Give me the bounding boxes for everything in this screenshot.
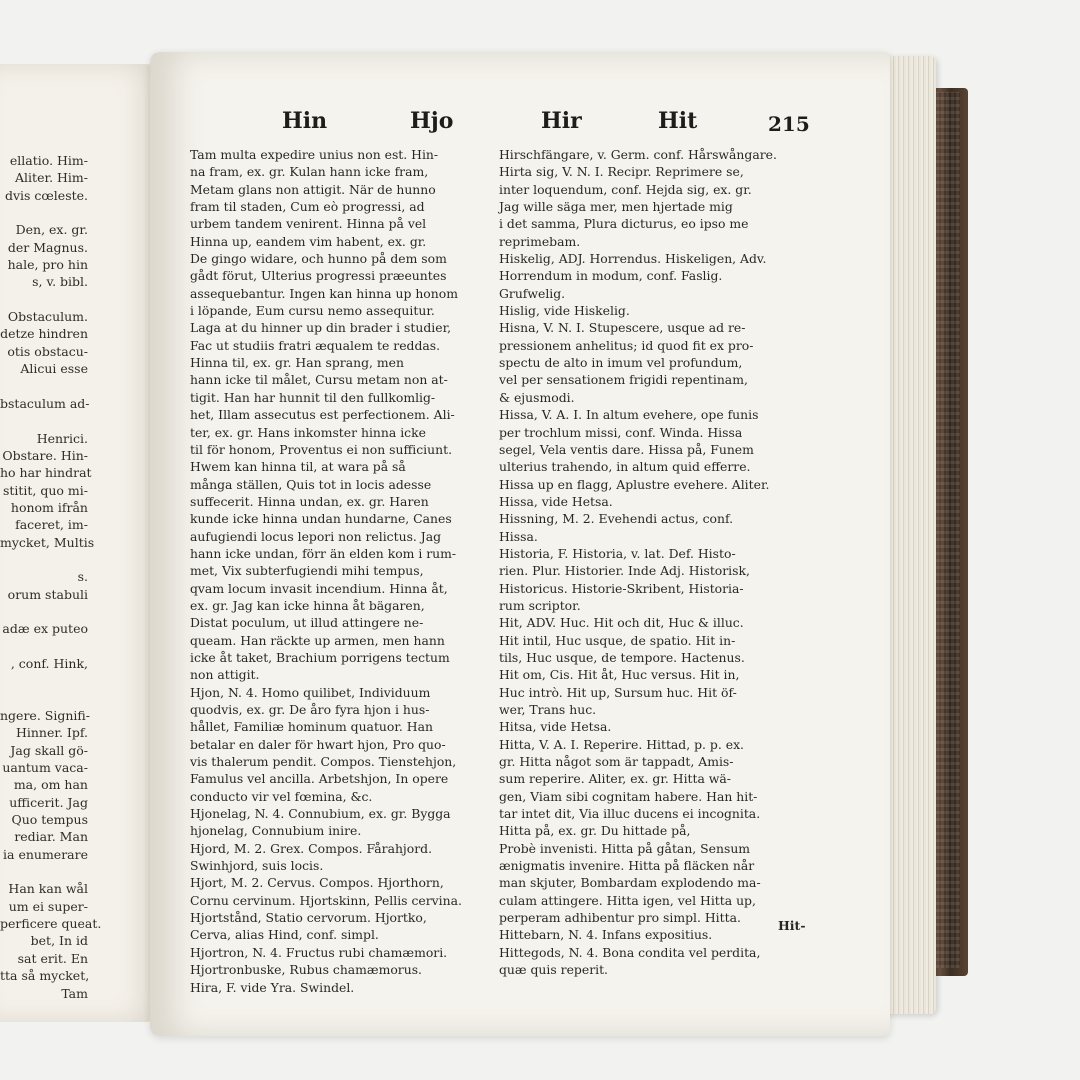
entry-line: gen, Viam sibi cognitam habere. Han hit-	[499, 788, 758, 804]
left-page-line	[0, 551, 88, 568]
running-head-1: Hin	[282, 108, 328, 134]
left-page-line: adæ ex puteo	[2, 621, 88, 637]
entry-line: culam attingere. Hitta igen, vel Hitta up,	[499, 892, 756, 908]
entry-line: Hitta, V. A. I. Reperire. Hittad, p. p. ex.	[499, 736, 744, 752]
left-page-line: Henrici.	[36, 430, 88, 446]
entry-line: Hjon, N. 4. Homo quilibet, Individuum	[190, 684, 431, 700]
entry-line: i det samma, Plura dicturus, eo ipso me	[499, 216, 749, 232]
entry-line: ter, ex. gr. Hans inkomster hinna icke	[190, 424, 426, 440]
entry-line: met, Vix subterfugiendi mihi tempus,	[190, 563, 424, 579]
entry-line: Hinna up, eandem vim habent, ex. gr.	[190, 233, 427, 249]
running-head-4: Hit	[658, 108, 698, 134]
left-page-line: stitit, quo mi-	[2, 482, 88, 498]
entry-line: Hinna til, ex. gr. Han sprang, men	[190, 355, 404, 371]
left-page-line: ufficerit. Jag	[9, 794, 88, 810]
entry-line: hann icke undan, förr än elden kom i rum-	[190, 545, 457, 561]
left-page	[0, 64, 160, 1022]
left-page-line	[0, 603, 88, 620]
entry-line: Hjortron, N. 4. Fructus rubi chamæmori.	[190, 944, 448, 960]
left-page-line: Alicui esse	[20, 361, 88, 377]
entry-line: tils, Huc usque, de tempore. Hactenus.	[499, 649, 745, 665]
left-page-text	[0, 152, 102, 1002]
left-page-line: Jag skall gö-	[10, 742, 88, 758]
entry-line: hjonelag, Connubium inire.	[190, 823, 362, 839]
entry-line: Cerva, alias Hind, conf. simpl.	[190, 927, 379, 943]
entry-line: Hjonelag, N. 4. Connubium, ex. gr. Bygga	[190, 806, 451, 822]
entry-line: Hit, ADV. Huc. Hit och dit, Huc & illuc.	[499, 615, 744, 631]
entry-line: kunde icke hinna undan hundarne, Canes	[190, 511, 452, 527]
left-page-line: ma, om han	[13, 777, 88, 793]
entry-line: Hissning, M. 2. Evehendi actus, conf.	[499, 511, 734, 527]
entry-line: Hirta sig, V. N. I. Recipr. Reprimere se,	[499, 164, 744, 180]
entry-line: tigit. Han har hunnit til den fullkomlig-	[190, 389, 436, 405]
entry-line: inter loquendum, conf. Hejda sig, ex. gr.	[499, 181, 752, 197]
entry-line: tar intet dit, Via illuc ducens ei incognita.	[499, 806, 761, 822]
left-page-line: honom ifrån	[10, 499, 88, 515]
entry-line: suffecerit. Hinna undan, ex. gr. Haren	[190, 493, 429, 509]
left-page-line: uantum vaca-	[2, 760, 88, 776]
entry-line: Hitta på, ex. gr. Du hittade på,	[499, 823, 691, 839]
entry-line: qvam locum invasit incendium. Hinna åt,	[190, 580, 448, 596]
entry-line: spectu de alto in imum vel profundum,	[499, 355, 743, 371]
left-page-line: s, v. bibl.	[32, 274, 88, 290]
left-page-line: hale, pro hin	[7, 257, 88, 273]
left-page-line: Den, ex. gr.	[15, 222, 88, 238]
entry-line: Historia, F. Historia, v. lat. Def. Histo-	[499, 545, 736, 561]
entry-line: rien. Plur. Historier. Inde Adj. Historisk,	[499, 563, 750, 579]
entry-line: Hitsa, vide Hetsa.	[499, 719, 612, 735]
entry-line: fram til staden, Cum eò progressi, ad	[190, 199, 425, 215]
entry-line: perperam adhibentur pro simpl. Hitta.	[499, 910, 741, 926]
left-page-line: bet, In id	[30, 933, 88, 949]
entry-line: Hissa, vide Hetsa.	[499, 493, 613, 509]
entry-line: vis thalerum pendit. Compos. Tienstehjon,	[190, 754, 457, 770]
entry-line: Hittegods, N. 4. Bona condita vel perdita,	[499, 944, 761, 960]
entry-line: Hissa.	[499, 528, 538, 544]
entry-line: Hjortronbuske, Rubus chamæmorus.	[190, 962, 422, 978]
left-page-line: sat erit. En	[17, 950, 88, 966]
entry-line: ulterius trahendo, in altum quid efferre.	[499, 459, 751, 475]
left-page-line: dvis cœleste.	[4, 187, 88, 203]
left-page-line: Obstaculum.	[7, 309, 88, 325]
entry-line: hann icke til målet, Cursu metam non at-	[190, 372, 448, 388]
left-page-line: mycket, Multis	[0, 534, 95, 550]
left-page-line: bstaculum ad-	[0, 395, 90, 411]
left-page-line	[0, 291, 88, 308]
left-page-line: ia enumerare	[3, 846, 88, 862]
entry-line: Tam multa expedire unius non est. Hin-	[190, 147, 439, 162]
entry-line: Hjort, M. 2. Cervus. Compos. Hjorthorn,	[190, 875, 444, 891]
entry-line: rum scriptor.	[499, 597, 581, 613]
entry-line: hållet, Familiæ hominum quatuor. Han	[190, 719, 433, 735]
left-page-line: Obstare. Hin-	[2, 447, 88, 463]
entry-line: Hiskelig, ADJ. Horrendus. Hiskeligen, Adv.	[499, 251, 767, 267]
entry-line: man skjuter, Bombardam explodendo ma-	[499, 875, 761, 891]
entry-line: conducto vir vel fœmina, &c.	[190, 788, 373, 804]
entry-line: sum reperire. Aliter, ex. gr. Hitta wä-	[499, 771, 731, 787]
left-page-line: Quo tempus	[11, 812, 88, 828]
left-page-line: um ei super-	[8, 898, 88, 914]
entry-line: Hislig, vide Hiskelig.	[499, 303, 630, 319]
left-page-line: perficere queat.	[0, 916, 102, 932]
entry-line: Hirschfängare, v. Germ. conf. Hårswångare.	[499, 147, 777, 162]
entry-line: aufugiendi locus lepori non relictus. Jag	[190, 528, 442, 544]
entry-line: wer, Trans huc.	[499, 702, 597, 717]
entry-line: Hittebarn, N. 4. Infans expositius.	[499, 927, 713, 943]
spine-marbling	[934, 92, 960, 968]
entry-line: icke åt taket, Brachium porrigens tectum	[190, 649, 450, 665]
left-page-line	[0, 863, 88, 880]
entry-line: urbem tandem venirent. Hinna på vel	[190, 216, 427, 232]
entry-line: Hisna, V. N. I. Stupescere, usque ad re-	[499, 320, 746, 336]
left-page-line: Tam	[61, 985, 88, 1001]
entry-line: quæ quis reperit.	[499, 962, 608, 978]
entry-line: Hissa, V. A. I. In altum evehere, ope funis	[499, 407, 759, 423]
entry-line: Metam glans non attigit. När de hunno	[190, 181, 436, 197]
left-page-line	[0, 638, 88, 655]
left-page-line: ellatio. Him-	[9, 153, 88, 168]
left-page-line: ngere. Signifi-	[0, 708, 90, 723]
left-page-line	[0, 690, 88, 707]
entry-line: non attigit.	[190, 667, 260, 683]
entry-line: Huc intrò. Hit up, Sursum huc. Hit öf-	[499, 684, 737, 700]
left-page-line: orum stabuli	[7, 586, 88, 602]
entry-line: Swinhjord, suis locis.	[190, 858, 324, 874]
entry-line: & ejusmodi.	[499, 389, 575, 405]
catchword: Hit-	[778, 918, 806, 933]
left-page-line: rediar. Man	[14, 829, 88, 845]
entry-line: Hjord, M. 2. Grex. Compos. Fårahjord.	[190, 840, 433, 856]
entry-line: gr. Hitta något som är tappadt, Amis-	[499, 754, 734, 770]
entry-line: Grufwelig.	[499, 285, 566, 301]
entry-line: assequebantur. Ingen kan hinna up honom	[190, 285, 458, 301]
left-page-line: Hinner. Ipf.	[15, 725, 88, 741]
entry-line: na fram, ex. gr. Kulan hann icke fram,	[190, 164, 429, 180]
entry-line: per trochlum missi, conf. Winda. Hissa	[499, 424, 743, 440]
entry-line: ænigmatis invenire. Hitta på fläcken når	[499, 858, 755, 874]
entry-line: queam. Han räckte up armen, men hann	[190, 632, 445, 648]
left-page-line: ho har hindrat	[0, 465, 92, 481]
entry-line: reprimebam.	[499, 233, 581, 249]
entry-line: Hwem kan hinna til, at wara på så	[190, 459, 406, 475]
entry-line: i löpande, Eum cursu nemo assequitur.	[190, 303, 435, 319]
entry-line: ex. gr. Jag kan icke hinna åt bägaren,	[190, 597, 425, 613]
entry-line: het, Illam assecutus est perfectionem. Ali-	[190, 407, 455, 423]
entry-line: Horrendum in modum, conf. Faslig.	[499, 268, 723, 284]
entry-line: Distat poculum, ut illud attingere ne-	[190, 615, 424, 631]
entry-line: Laga at du hinner up din brader i studier,	[190, 320, 452, 336]
left-page-line	[0, 377, 88, 394]
left-page-line: s.	[77, 569, 88, 585]
entry-line: pressionem anhelitus; id quod fit ex pro-	[499, 337, 754, 353]
running-head-2: Hjo	[410, 108, 454, 134]
entry-line: Hit om, Cis. Hit åt, Huc versus. Hit in,	[499, 667, 740, 683]
entry-line: Hjortstånd, Statio cervorum. Hjortko,	[190, 910, 427, 926]
entry-line: til för honom, Proventus ei non sufficiunt.	[190, 441, 453, 457]
left-page-line	[0, 412, 88, 429]
left-page-line: der Magnus.	[7, 239, 88, 255]
left-page-line: tta så mycket,	[0, 968, 90, 984]
dictionary-column-right	[499, 146, 811, 979]
entry-line: vel per sensationem frigidi repentinam,	[499, 372, 748, 388]
entry-line: Jag wille säga mer, men hjertade mig	[499, 199, 733, 215]
left-page-line: otis obstacu-	[7, 343, 88, 359]
dictionary-column-left	[190, 146, 490, 996]
entry-line: Hit intil, Huc usque, de spatio. Hit in-	[499, 632, 736, 648]
entry-line: quodvis, ex. gr. De åro fyra hjon i hus-	[190, 702, 430, 717]
left-page-line: faceret, im-	[15, 517, 88, 533]
left-page-line	[0, 672, 88, 689]
entry-line: betalar en daler för hwart hjon, Pro quo-	[190, 736, 446, 752]
entry-line: Hira, F. vide Yra. Swindel.	[190, 979, 355, 995]
left-page-line: Aliter. Him-	[15, 170, 88, 186]
entry-line: Hissa up en flagg, Aplustre evehere. Aliter.	[499, 476, 770, 492]
left-page-line: detze hindren	[0, 326, 88, 342]
page-number: 215	[768, 112, 810, 136]
entry-line: gådt förut, Ulterius progressi præeuntes	[190, 268, 447, 284]
left-page-line: Han kan wål	[8, 881, 88, 897]
entry-line: segel, Vela ventis dare. Hissa på, Funem	[499, 441, 754, 457]
entry-line: Fac ut studiis fratri æqualem te reddas.	[190, 337, 441, 353]
entry-line: Probè invenisti. Hitta på gåtan, Sensum	[499, 840, 751, 856]
entry-line: många ställen, Quis tot in locis adesse	[190, 476, 432, 492]
entry-line: De gingo widare, och hunno på dem som	[190, 251, 447, 267]
entry-line: Historicus. Historie-Skribent, Historia-	[499, 580, 744, 596]
running-head-3: Hir	[541, 108, 582, 134]
left-page-line: , conf. Hink,	[10, 655, 88, 671]
entry-line: Cornu cervinum. Hjortskinn, Pellis cervina.	[190, 892, 462, 908]
entry-line: Famulus vel ancilla. Arbetshjon, In opere	[190, 771, 449, 787]
left-page-line	[0, 204, 88, 221]
